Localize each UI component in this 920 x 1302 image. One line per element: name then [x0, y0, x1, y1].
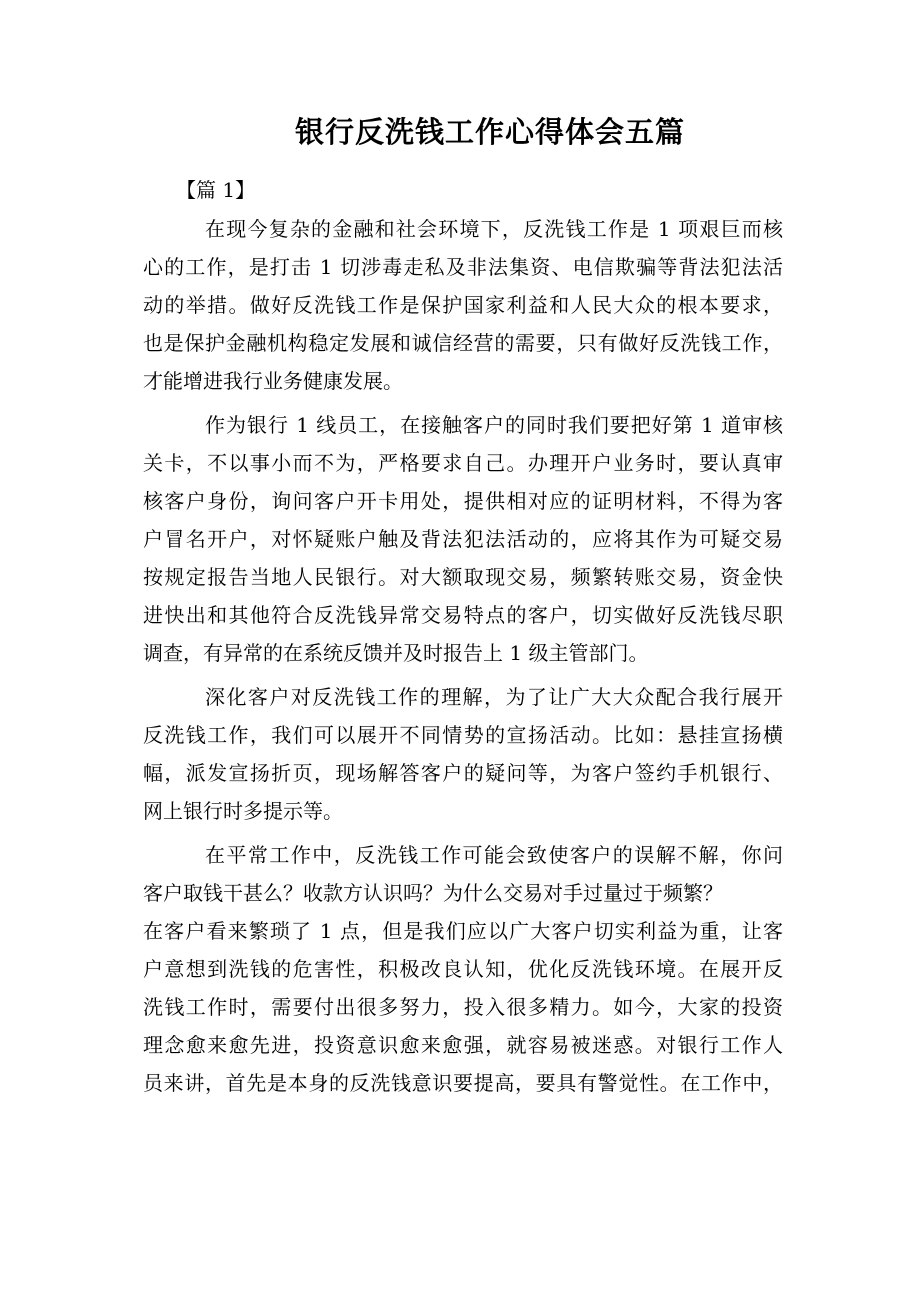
text-line: 在客户看来繁琐了 1 点，但是我们应以广大客户切实利益为重，让客 — [143, 919, 783, 943]
text-line: 才能增进我行业务健康发展。 — [143, 369, 403, 393]
paragraph-1 — [143, 210, 783, 400]
text-line: 在平常工作中，反洗钱工作可能会致使客户的误解不解，你问 — [205, 843, 783, 867]
text-line: 洗钱工作时，需要付出很多努力，投入很多精力。如今，大家的投资 — [143, 995, 783, 1019]
text-line: 户意想到洗钱的危害性，积极改良认知，优化反洗钱环境。在展开反 — [143, 957, 783, 981]
text-line: 动的举措。做好反洗钱工作是保护国家利益和人民大众的根本要求， — [143, 293, 783, 317]
text-line: 理念愈来愈先进，投资意识愈来愈强，就容易被迷惑。对银行工作人 — [143, 1033, 783, 1057]
text-line: 调查，有异常的在系统反馈并及时报告上 1 级主管部门。 — [143, 641, 649, 665]
document-body — [143, 210, 783, 1108]
text-line: 深化客户对反洗钱工作的理解，为了让广大大众配合我行展开 — [205, 685, 783, 709]
section-label: 【篇 1】 — [176, 178, 256, 202]
text-line: 在现今复杂的金融和社会环境下，反洗钱工作是 1 项艰巨而核 — [205, 217, 783, 241]
paragraph-2 — [143, 406, 783, 672]
text-line: 网上银行时多提示等。 — [143, 799, 343, 823]
text-line: 心的工作，是打击 1 切涉毒走私及非法集资、电信欺骗等背法犯法活 — [143, 255, 783, 279]
text-line: 核客户身份，询问客户开卡用处，提供相对应的证明材料，不得为客 — [143, 489, 783, 513]
text-line: 员来讲，首先是本身的反洗钱意识要提高，要具有警觉性。在工作中， — [143, 1071, 783, 1095]
text-line: 也是保护金融机构稳定发展和诚信经营的需要，只有做好反洗钱工作， — [143, 331, 783, 355]
paragraph-4 — [143, 836, 783, 1102]
text-line: 户冒名开户，对怀疑账户触及背法犯法活动的，应将其作为可疑交易 — [143, 527, 783, 551]
text-line: 作为银行 1 线员工，在接触客户的同时我们要把好第 1 道审核 — [205, 413, 783, 437]
paragraph-3 — [143, 678, 783, 830]
text-line: 按规定报告当地人民银行。对大额取现交易，频繁转账交易，资金快 — [143, 565, 783, 589]
document-title: 银行反洗钱工作心得体会五篇 — [294, 115, 685, 149]
text-line: 客户取钱干甚么？收款方认识吗？为什么交易对手过量过于频繁？ — [143, 881, 723, 905]
text-line: 反洗钱工作，我们可以展开不同情势的宣扬活动。比如：悬挂宣扬横 — [143, 723, 783, 747]
text-line: 关卡，不以事小而不为，严格要求自己。办理开户业务时，要认真审 — [143, 451, 783, 475]
text-line: 幅，派发宣扬折页，现场解答客户的疑问等，为客户签约手机银行、 — [143, 761, 783, 785]
text-line: 进快出和其他符合反洗钱异常交易特点的客户，切实做好反洗钱尽职 — [143, 603, 783, 627]
